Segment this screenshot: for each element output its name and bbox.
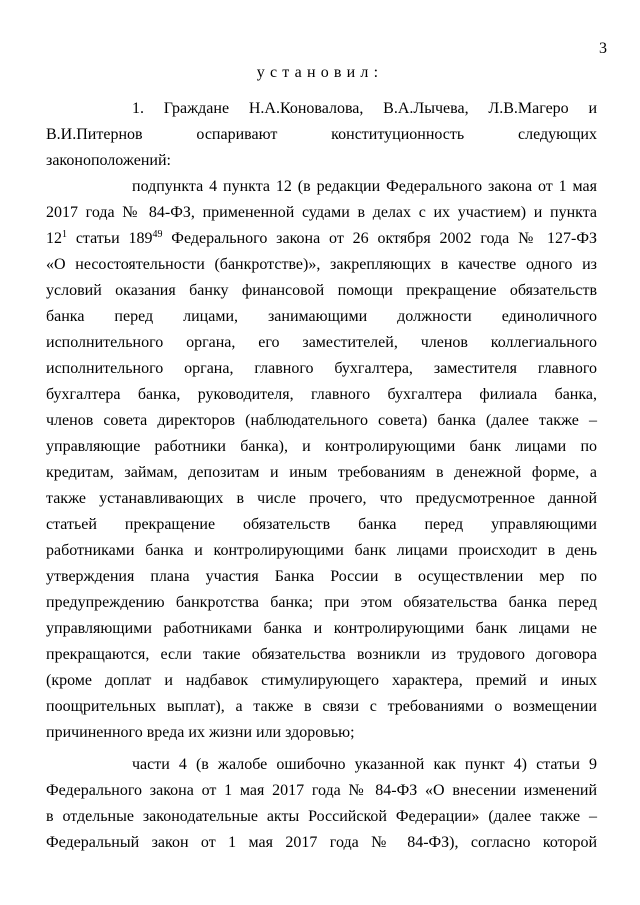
superscript: 49	[152, 229, 163, 240]
text-line-with-superscripts	[46, 226, 598, 252]
text-line: утверждения плана участия Банка России в осуществлении мер по	[46, 568, 597, 585]
paragraph-1	[46, 96, 597, 174]
text-line: управляющими работниками банка и контролирующими банк лицами не	[46, 620, 597, 637]
text-line: управляющие работники банка), и контролирующими банк лицами по	[46, 438, 597, 455]
text-line: причиненного вреда их жизни или здоровью;	[46, 724, 355, 741]
text-line: прекращаются, если такие обязательства возникли из трудового договора	[46, 646, 597, 663]
ruling-heading: установил:	[256, 64, 384, 81]
text-line: законоположений:	[46, 152, 171, 169]
text-line: бухгалтера банка, руководителя, главного бухгалтера филиала банка,	[46, 386, 597, 403]
text-line: подпункта 4 пункта 12 (в редакции Федерального закона от 1 мая	[132, 178, 597, 195]
text-line: «О несостоятельности (банкротстве)», закрепляющих в качестве одного из	[46, 256, 597, 273]
text-line: 2017 года № 84-ФЗ, примененной судами в делах с их участием) и пункта	[46, 204, 597, 221]
text-line: части 4 (в жалобе ошибочно указанной как пункт 4) статьи 9	[132, 756, 597, 773]
paragraph-2	[46, 174, 598, 746]
text-line: исполнительного органа, его заместителей, членов коллегиального	[46, 334, 597, 351]
superscript: 1	[62, 229, 67, 240]
text-line: 1. Граждане Н.А.Коновалова, В.А.Лычева, Л.В.Магеро и	[132, 100, 597, 117]
text-line: в отдельные законодательные акты Российской Федерации» (далее также –	[46, 808, 597, 825]
text-line: Федеральный закон от 1 мая 2017 года № 84-ФЗ), согласно которой	[46, 834, 597, 851]
text-line: также устанавливающих в числе прочего, что предусмотренное данной	[46, 490, 597, 507]
text-line: членов совета директоров (наблюдательного совета) банка (далее также –	[46, 412, 597, 429]
text-line: статьей прекращение обязательств банка перед управляющими	[46, 516, 597, 533]
text-line: предупреждению банкротства банка; при этом обязательства банка перед	[46, 594, 597, 611]
text-line: В.И.Питернов оспаривают конституционность следующих	[46, 126, 597, 143]
text-fragment: 12	[46, 230, 62, 247]
text-line: банка перед лицами, занимающими должности единоличного	[46, 308, 597, 325]
text-line: (кроме доплат и надбавок стимулирующего характера, премий и иных	[46, 672, 597, 689]
text-line: условий оказания банку финансовой помощи прекращение обязательств	[46, 282, 597, 299]
page-number: 3	[599, 40, 607, 57]
text-line: работниками банка и контролирующими банк лицами происходит в день	[46, 542, 597, 559]
paragraph-3	[46, 752, 597, 856]
text-line: Федерального закона от 1 мая 2017 года № 84-ФЗ «О внесении изменений	[46, 782, 597, 799]
document-body	[46, 96, 598, 856]
text-line: исполнительного органа, главного бухгалтера, заместителя главного	[46, 360, 597, 377]
text-line: поощрительных выплат), а также в связи с требованиями о возмещении	[46, 698, 597, 715]
text-line: кредитам, займам, депозитам и иным требованиям в денежной форме, а	[46, 464, 597, 481]
text-fragment: статьи 189	[67, 230, 153, 247]
text-fragment: Федерального закона от 26 октября 2002 года № 127-ФЗ	[162, 230, 598, 247]
